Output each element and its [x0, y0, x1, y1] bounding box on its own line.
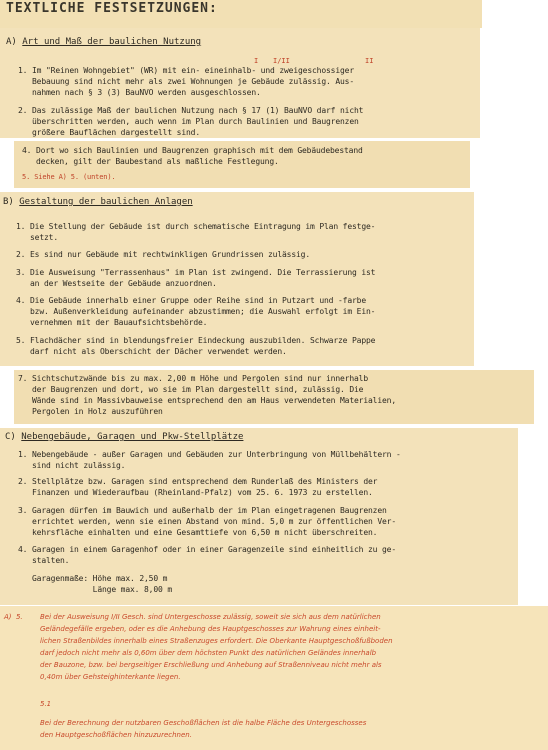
- section-b-title: Gestaltung der baulichen Anlagen: [19, 197, 193, 207]
- page-title: TEXTLICHE FESTSETZUNGEN:: [6, 1, 218, 16]
- title-strip: [0, 0, 482, 28]
- b5-line-1: 5. Flachdächer sind in blendungsfreier Eindeckung auszubilden. Schwarze Pappe: [16, 336, 376, 345]
- a2-line-1: 2. Das zulässige Maß der baulichen Nutzung nach § 17 (1) BauNVO darf nicht: [18, 106, 364, 115]
- b2-line-1: 2. Es sind nur Gebäude mit rechtwinkligen Grundrissen zulässig.: [16, 250, 310, 259]
- c3-line-1: 3. Garagen dürfen im Bauwich und außerhalb der im Plan eingetragenen Baugrenzen: [18, 506, 387, 515]
- a5-reference: 5. Siehe A) 5. (unten).: [22, 173, 116, 181]
- note-a5-line-4: darf jedoch nicht mehr als 0,60m über dem höchsten Punkt des natürlichen Geländes innerhalb: [40, 649, 377, 657]
- note-a5-line-1: Bei der Ausweisung I/II Gesch. sind Untergeschosse zulässig, soweit sie sich aus dem natürlichen: [40, 613, 381, 621]
- section-c-prefix: C): [5, 432, 16, 442]
- section-c-block: [0, 428, 518, 605]
- c2-line-1: 2. Stellplätze bzw. Garagen sind entsprechend dem Runderlaß des Ministers der: [18, 477, 378, 486]
- section-a-title: Art und Maß der baulichen Nutzung: [22, 37, 202, 47]
- section-c-title: Nebengebäude, Garagen und Pkw-Stellplätze: [21, 432, 244, 442]
- b7-line-1: 7. Sichtschutzwände bis zu max. 2,00 m Höhe und Pergolen sind nur innerhalb: [18, 374, 368, 383]
- section-b-block-2: [14, 370, 534, 424]
- note-a51-line-1: Bei der Berechnung der nutzbaren Geschoßflächen ist die halbe Fläche des Untergeschosses: [40, 719, 367, 727]
- c4-line-2: stalten.: [18, 556, 70, 565]
- b1-line-1: 1. Die Stellung der Gebäude ist durch schematische Eintragung im Plan festge-: [16, 222, 376, 231]
- note-a5-line-2: Geländegefälle ergeben, oder es die Anhebung des Hauptgeschosses zur Wahrung eines einheit-: [40, 625, 381, 633]
- b1-line-2: setzt.: [16, 233, 58, 242]
- note-a5-label: A) 5.: [4, 613, 23, 621]
- a4-line-2: decken, gilt der Baubestand als maßliche Festlegung.: [22, 157, 279, 166]
- note-a5-line-5: der Bauzone, bzw. bei bergseitiger Erschließung und Anhebung auf Straßenniveau nicht mehr als: [40, 661, 382, 669]
- garage-height: Garagenmaße: Höhe max. 2,50 m: [18, 574, 168, 583]
- b4-line-2: bzw. Außenverkleidung aufeinander abzustimmen; die Auswahl erfolgt im Ein-: [16, 307, 376, 316]
- a2-line-2: überschritten werden, auch wenn im Plan durch Baulinien und Baugrenzen: [18, 117, 359, 126]
- c4-line-1: 4. Garagen in einem Garagenhof oder in einer Garagenzeile sind einheitlich zu ge-: [18, 545, 396, 554]
- b7-line-2: der Baugrenzen und dort, wo sie im Plan dargestellt sind, zulässig. Die: [18, 385, 364, 394]
- b4-line-3: vernehmen mit der Bauaufsichtsbehörde.: [16, 318, 208, 327]
- b3-line-1: 3. Die Ausweisung "Terrassenhaus" im Plan ist zwingend. Die Terrassierung ist: [16, 268, 376, 277]
- c3-line-3: kehrsfläche einhalten und eine Gesamttiefe von 6,50 m nicht überschreiten.: [18, 528, 378, 537]
- b7-line-4: Pergolen in Holz auszuführen: [18, 407, 163, 416]
- a4-line-1: 4. Dort wo sich Baulinien und Baugrenzen graphisch mit dem Gebäudebestand: [22, 146, 363, 155]
- b5-line-2: darf nicht als Oberschicht der Dächer verwendet werden.: [16, 347, 287, 356]
- a2-line-3: größere Bauflächen dargestellt sind.: [18, 128, 200, 137]
- b7-line-3: Wände sind in Massivbauweise entsprechend den am Haus verwendeten Materialien,: [18, 396, 396, 405]
- insert-mark-1: I: [254, 57, 259, 65]
- section-a-block: [0, 28, 480, 138]
- note-a5-line-3: lichen Straßenbildes innerhalb eines Straßenzuges erfordert. Die Oberkante Hauptgeschoßfußboden: [40, 637, 393, 645]
- note-a51-label: 5.1: [40, 700, 52, 708]
- insert-mark-2: I/II: [273, 57, 290, 65]
- b4-line-1: 4. Die Gebäude innerhalb einer Gruppe oder Reihe sind in Putzart und -farbe: [16, 296, 366, 305]
- c1-line-2: sind nicht zulässig.: [18, 461, 126, 470]
- section-a-block-2: [14, 141, 470, 188]
- c2-line-2: Finanzen und Wiederaufbau (Rheinland-Pfalz) vom 25. 6. 1973 zu erstellen.: [18, 488, 373, 497]
- note-a5-block: [0, 606, 548, 750]
- note-a51-line-2: den Hauptgeschoßflächen hinzuzurechnen.: [40, 731, 192, 739]
- a1-line-2: Bebauung sind nicht mehr als zwei Wohnungen je Gebäude zulässig. Aus-: [18, 77, 354, 86]
- section-b-heading: [3, 196, 193, 208]
- c3-line-2: errichtet werden, wenn sie einen Abstand von mind. 5,0 m zur öffentlichen Ver-: [18, 517, 396, 526]
- a1-line-1: 1. Im "Reinen Wohngebiet" (WR) mit ein- eineinhalb- und zweigeschossiger: [18, 66, 354, 75]
- garage-length: Länge max. 8,00 m: [18, 585, 172, 594]
- section-a-heading: [6, 36, 201, 48]
- section-a-prefix: A): [6, 37, 17, 47]
- a1-line-3: nahmen nach § 3 (3) BauNVO werden ausgeschlossen.: [18, 88, 261, 97]
- b3-line-2: an der Westseite der Gebäude anzuordnen.: [16, 279, 217, 288]
- section-b-prefix: B): [3, 197, 14, 207]
- c1-line-1: 1. Nebengebäude - außer Garagen und Gebäuden zur Unterbringung von Müllbehältern -: [18, 450, 401, 459]
- section-c-heading: [5, 431, 243, 443]
- note-a5-line-6: 0,40m über Gehsteighinterkante liegen.: [40, 673, 181, 681]
- section-b-block: [0, 192, 474, 366]
- insert-mark-3: II: [365, 57, 374, 65]
